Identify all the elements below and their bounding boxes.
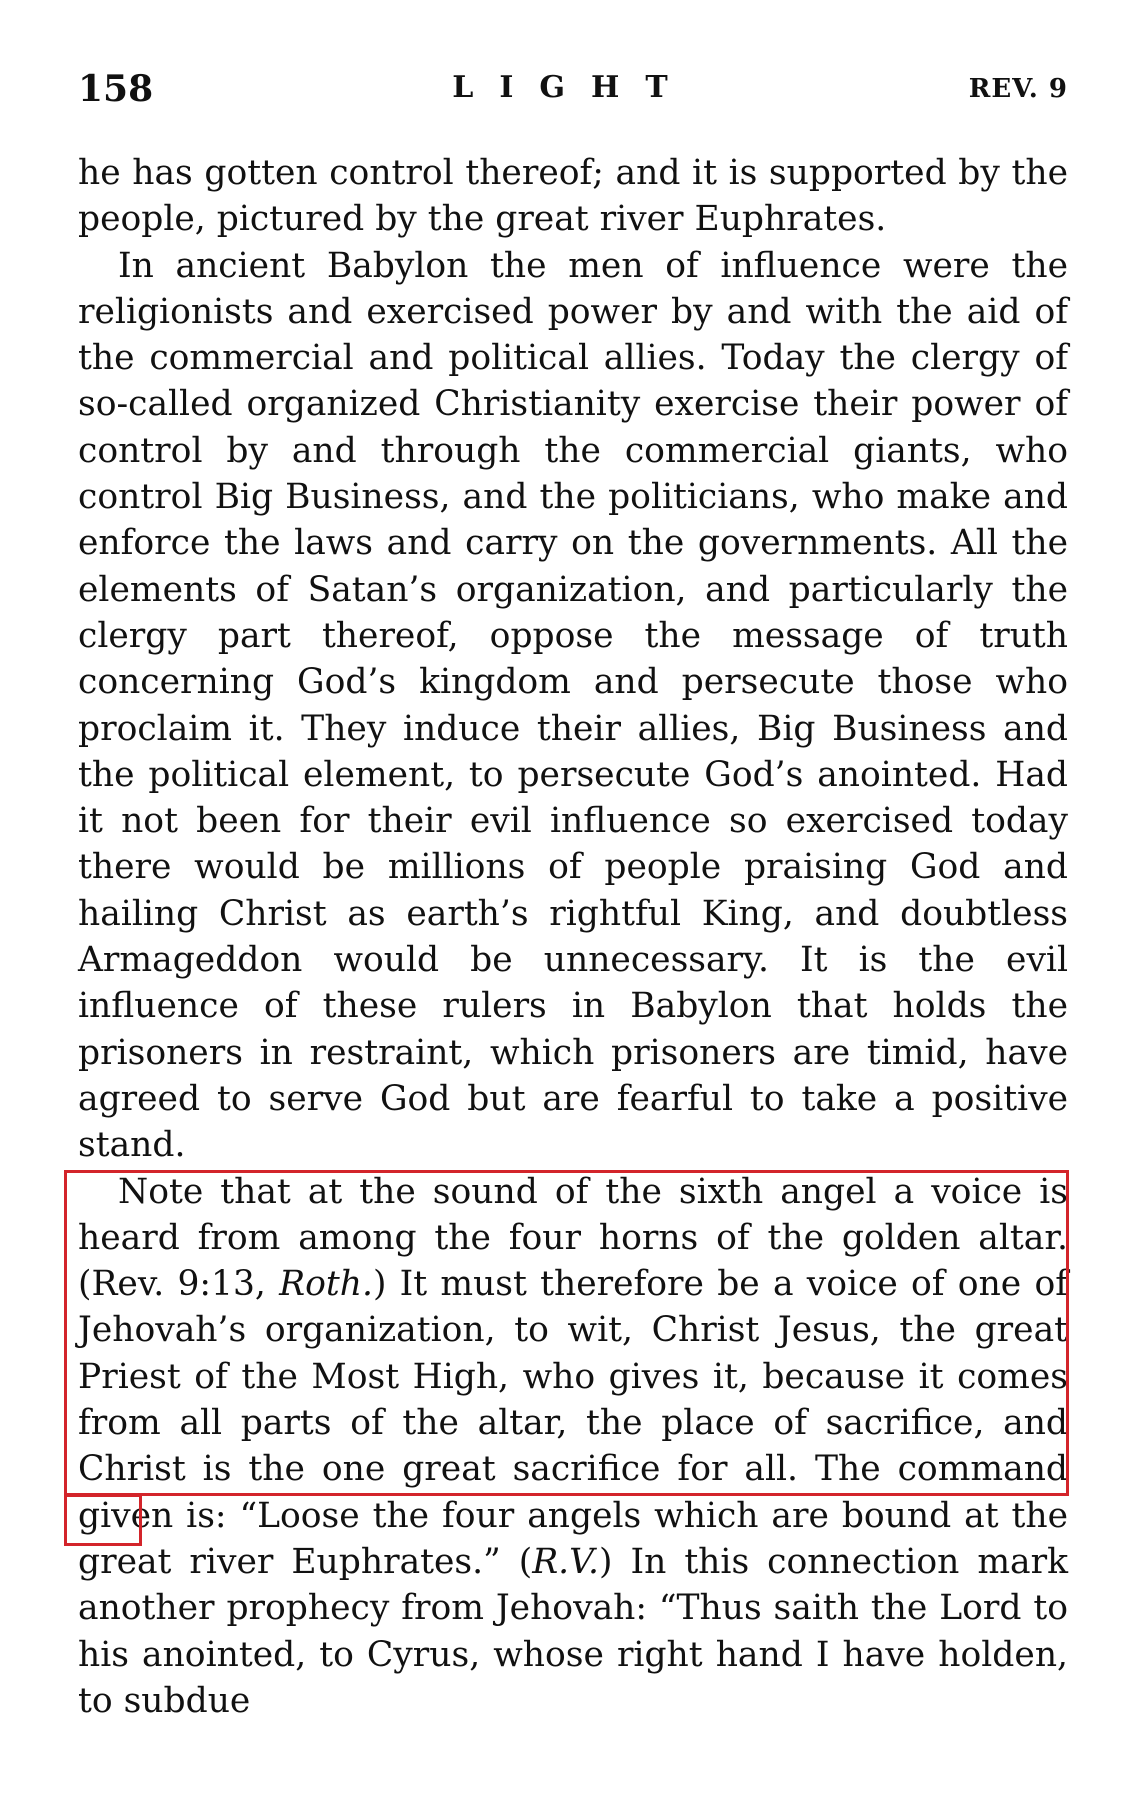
roth-reference: Roth. [279,1264,373,1305]
page-header [78,68,1068,118]
page-number: 158 [78,68,154,110]
continuation-text-end: ) In this connection mark another prophecy from Jehovah: “Thus saith the Lord to his anointed, to Cyrus, whose right hand I have holden, to subdue [78,1541,1068,1721]
paragraph-babylon: In ancient Babylon the men of influence were the religionists and exercised power by and with the aid of the commercial and political allies. Today the clergy of so-called organized Christianity exercise their power of control by and through the commercial giants, who control Big Business, and the politicians, who make and enforce the laws and carry on the governments. All the elements of Satan’s organization, and particularly the clergy part thereof, oppose the message of truth concerning God’s kingdom and persecute those who proclaim it. They induce their allies, Big Business and the political element, to persecute God’s anointed. Had it not been for their evil influence so exercised today there would be millions of people praising God and hailing Christ as earth’s rightful King, and doubtless Armageddon would be unnecessary. It is the evil influence of these rulers in Babylon that holds the prisoners in restraint, which prisoners are timid, have agreed to serve God but are fearful to take a positive stand. [78,245,1068,1166]
running-title: LIGHT [452,70,694,105]
paragraph-continued: he has gotten control thereof; and it is supported by the people, pictured by the great river Euphrates. [78,153,1068,240]
chapter-reference: REV. 9 [968,74,1068,104]
continuation-text-start: The command given is: “Loose the four angels which are bound at the great river Euphrates.” ( [78,1449,1068,1582]
highlight-box [64,1170,1069,1496]
highlighted-text-start: Note that at the sound of the sixth angel a voice is heard from among the four horns of the golden altar. (Rev. 9:13, [78,1171,1068,1305]
highlighted-text-end: ) It must therefore be a voice of one of Jehovah’s organization, to wit, Christ Jesus, the great Priest of the Most High, who gives it, because it comes from all parts of the altar, the place of sacrifice, and Christ is the one great sacrifice for all. [78,1264,1068,1490]
highlight-box-tail [64,1494,142,1546]
rv-reference: R.V. [532,1541,599,1582]
